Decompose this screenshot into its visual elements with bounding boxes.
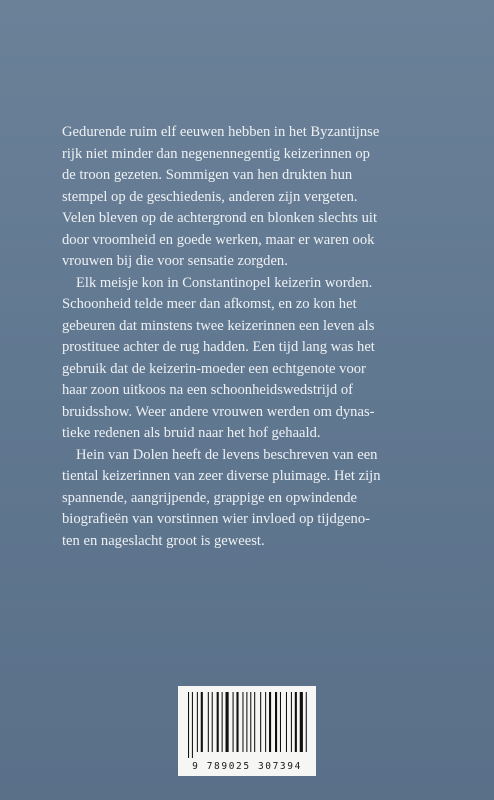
barcode-bar <box>217 692 219 752</box>
blurb-line: Velen bleven op de achtergrond en blonken slechts uit <box>62 210 378 226</box>
barcode <box>178 686 316 776</box>
barcode-bar <box>236 692 238 752</box>
blurb-paragraph-1 <box>62 122 462 273</box>
barcode-bar <box>291 692 292 752</box>
barcode-bar <box>275 692 277 752</box>
barcode-bar <box>306 692 307 752</box>
blurb-line: door vroomheid en goede werken, maar er waren ook <box>62 231 375 248</box>
blurb-line: haar zoon uitkoos na een schoonheidswedstrijd of <box>62 382 353 398</box>
blurb-paragraph-3 <box>62 445 462 553</box>
barcode-bar <box>254 692 255 752</box>
barcode-bar <box>212 692 213 752</box>
barcode-bar <box>192 692 193 758</box>
barcode-bar <box>265 692 266 752</box>
blurb-line: Schoonheid telde meer dan afkomst, en zo kon het <box>62 296 357 312</box>
blurb-line: de troon gezeten. Sommigen van hen drukten hun <box>62 167 353 183</box>
barcode-bars <box>184 692 310 758</box>
barcode-bar <box>286 692 287 752</box>
blurb-line: bruidsshow. Weer andere vrouwen werden om dynas- <box>62 403 375 420</box>
barcode-bar <box>242 692 243 752</box>
blurb-line: Hein van Dolen heeft de levens beschreven van een <box>76 446 378 463</box>
barcode-bar <box>201 692 203 752</box>
blurb-line: rijk niet minder dan negenennegentig keizerinnen op <box>62 145 370 162</box>
barcode-bar <box>246 692 247 752</box>
barcode-bar <box>280 692 281 752</box>
barcode-bar <box>250 692 251 752</box>
barcode-bar <box>197 692 198 752</box>
barcode-bar <box>269 692 271 752</box>
blurb-text <box>62 122 462 552</box>
barcode-bar <box>226 692 229 752</box>
barcode-bar <box>222 692 223 752</box>
blurb-line: Gedurende ruim elf eeuwen hebben in het Byzantijnse <box>62 124 380 140</box>
isbn-number: 9 789025 307394 <box>192 761 302 772</box>
blurb-line: gebeuren dat minstens twee keizerinnen een leven als <box>62 317 375 334</box>
blurb-line: biografieën van vorstinnen wier invloed op tijdgeno- <box>62 511 371 527</box>
barcode-bar <box>260 692 261 752</box>
blurb-line: gebruik dat de keizerin-moeder een echtgenote voor <box>62 360 366 377</box>
blurb-line: prostituee achter de rug hadden. Een tijd lang was het <box>62 339 375 355</box>
barcode-bar <box>295 692 297 752</box>
barcode-bar <box>188 692 189 758</box>
barcode-bar <box>233 692 234 752</box>
blurb-line: stempel op de geschiedenis, anderen zijn vergeten. <box>62 188 358 205</box>
barcode-bar <box>300 692 303 752</box>
blurb-paragraph-2 <box>62 273 462 445</box>
blurb-line: spannende, aangrijpende, grappige en opwindende <box>62 489 358 506</box>
blurb-line: tieke redenen als bruid naar het hof gehaald. <box>62 425 321 441</box>
barcode-bar <box>208 692 209 752</box>
blurb-line: tiental keizerinnen van zeer diverse pluimage. Het zijn <box>62 468 381 484</box>
blurb-line: vrouwen bij die voor sensatie zorgden. <box>62 253 288 269</box>
blurb-line: ten en nageslacht groot is geweest. <box>62 532 265 549</box>
blurb-line: Elk meisje kon in Constantinopel keizerin worden. <box>76 274 373 291</box>
